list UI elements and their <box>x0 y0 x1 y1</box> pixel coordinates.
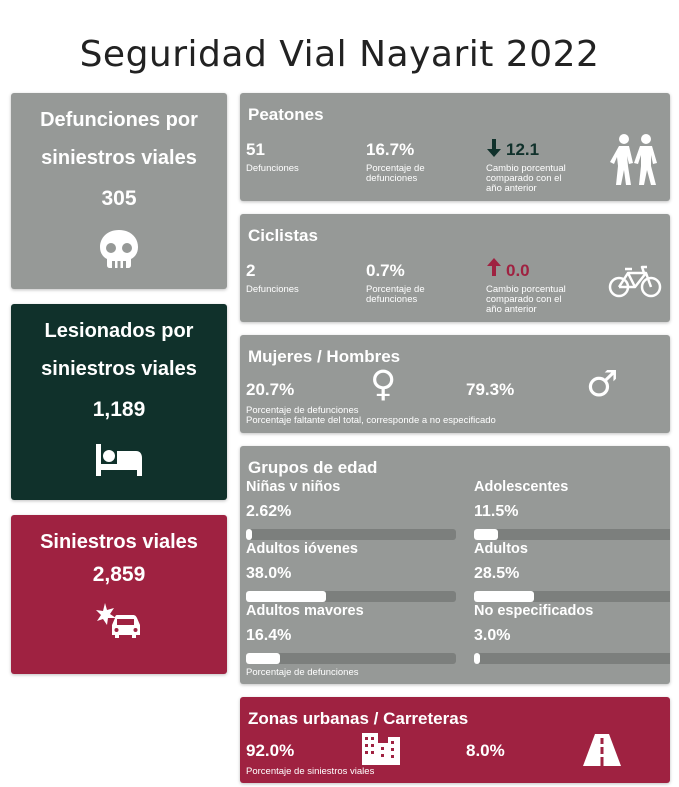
ciclistas-deaths: 2 <box>246 261 256 280</box>
age-group-3-bar-track <box>474 591 670 602</box>
city-icon <box>360 731 402 767</box>
ciclistas-deaths-label: Defunciones <box>246 284 299 295</box>
age-group-1-bar-track <box>474 529 670 540</box>
zonas-carreteras-pct: 8.0% <box>466 741 505 760</box>
age-group-1-value: 11.5% <box>474 503 519 520</box>
age-group-1-name: Adolescentes <box>474 479 569 495</box>
age-group-3-name: Adultos <box>474 541 528 557</box>
defunciones-label-2: siniestros viales <box>41 147 197 169</box>
lesionados-value: 1,189 <box>92 398 146 421</box>
siniestros-card <box>11 515 227 674</box>
peatones-title: Peatones <box>248 105 324 124</box>
bed-icon <box>94 442 144 478</box>
zonas-urbanas-pct: 92.0% <box>246 741 295 760</box>
age-group-5-value: 3.0% <box>474 627 511 644</box>
ciclistas-change-label-1: Cambio porcentual <box>486 284 566 295</box>
peatones-change-label-1: Cambio porcentual <box>486 163 566 174</box>
age-group-2-bar-track <box>246 591 456 602</box>
age-group-5-bar-track <box>474 653 670 664</box>
ciclistas-change: 0.0 <box>506 261 530 280</box>
peatones-deaths-label: Defunciones <box>246 163 299 174</box>
peatones-panel <box>240 93 670 201</box>
defunciones-value: 305 <box>101 187 137 210</box>
age-group-0-name: Niñas v niños <box>246 479 341 495</box>
siniestros-value: 2,859 <box>92 563 146 586</box>
ciclistas-pct: 0.7% <box>366 261 405 280</box>
peatones-pct-label-2: defunciones <box>366 173 418 184</box>
car-crash-icon <box>95 601 143 641</box>
peatones-change: 12.1 <box>506 140 540 159</box>
age-group-4-bar-track <box>246 653 456 664</box>
pedestrians-icon <box>608 133 664 189</box>
genero-title: Mujeres / Hombres <box>248 347 401 366</box>
arrow-down-icon <box>487 138 501 158</box>
peatones-change-label-2: comparado con el <box>486 173 562 184</box>
female-icon: ♀ <box>370 364 397 405</box>
age-group-1-bar-fill <box>474 529 498 540</box>
genero-label-1: Porcentaje de defunciones <box>246 405 359 416</box>
age-group-4-value: 16.4% <box>246 627 292 644</box>
skull-icon <box>97 227 141 271</box>
genero-panel <box>240 335 670 433</box>
zonas-title: Zonas urbanas / Carreteras <box>248 709 469 728</box>
age-group-4-bar-fill <box>246 653 280 664</box>
peatones-pct-label-1: Porcentaje de <box>366 163 425 174</box>
peatones-change-label-3: año anterior <box>486 183 537 194</box>
lesionados-label-1: Lesionados por <box>44 320 194 342</box>
ciclistas-pct-label-1: Porcentaje de <box>366 284 425 295</box>
age-group-0-bar-fill <box>246 529 252 540</box>
age-group-2-value: 38.0% <box>246 565 292 582</box>
edad-title: Grupos de edad <box>248 458 378 477</box>
age-group-0-value: 2.62% <box>246 503 292 520</box>
hombres-pct: 79.3% <box>466 380 515 399</box>
genero-label-2: Porcentaje faltante del total, corresponde a no especificado <box>246 415 496 426</box>
age-group-2-name: Adultos ióvenes <box>246 541 358 557</box>
age-group-0-bar-track <box>246 529 456 540</box>
age-group-4-name: Adultos mavores <box>246 603 364 619</box>
ciclistas-pct-label-2: defunciones <box>366 294 418 305</box>
mujeres-pct: 20.7% <box>246 380 295 399</box>
ciclistas-change-label-3: año anterior <box>486 304 537 315</box>
zonas-panel <box>240 697 670 783</box>
male-icon: ♂ <box>586 364 619 405</box>
arrow-up-icon <box>487 257 501 277</box>
lesionados-label-2: siniestros viales <box>41 358 197 380</box>
road-icon <box>582 733 622 767</box>
page-title: Seguridad Vial Nayarit 2022 <box>79 34 600 75</box>
edad-footer: Porcentaje de defunciones <box>246 667 359 678</box>
ciclistas-title: Ciclistas <box>248 226 318 245</box>
age-group-5-name: No especificados <box>474 603 594 619</box>
lesionados-card <box>11 304 227 500</box>
siniestros-label: Siniestros viales <box>40 531 198 553</box>
zonas-label: Porcentaje de siniestros viales <box>246 766 375 777</box>
age-group-3-bar-fill <box>474 591 534 602</box>
age-group-3-value: 28.5% <box>474 565 520 582</box>
edad-panel <box>240 446 670 684</box>
defunciones-label-1: Defunciones por <box>40 109 198 131</box>
peatones-pct: 16.7% <box>366 140 415 159</box>
age-group-5-bar-fill <box>474 653 480 664</box>
ciclistas-panel <box>240 214 670 322</box>
age-group-2-bar-fill <box>246 591 326 602</box>
bicycle-icon <box>608 264 662 300</box>
peatones-deaths: 51 <box>246 140 265 159</box>
defunciones-card <box>11 93 227 289</box>
ciclistas-change-label-2: comparado con el <box>486 294 562 305</box>
